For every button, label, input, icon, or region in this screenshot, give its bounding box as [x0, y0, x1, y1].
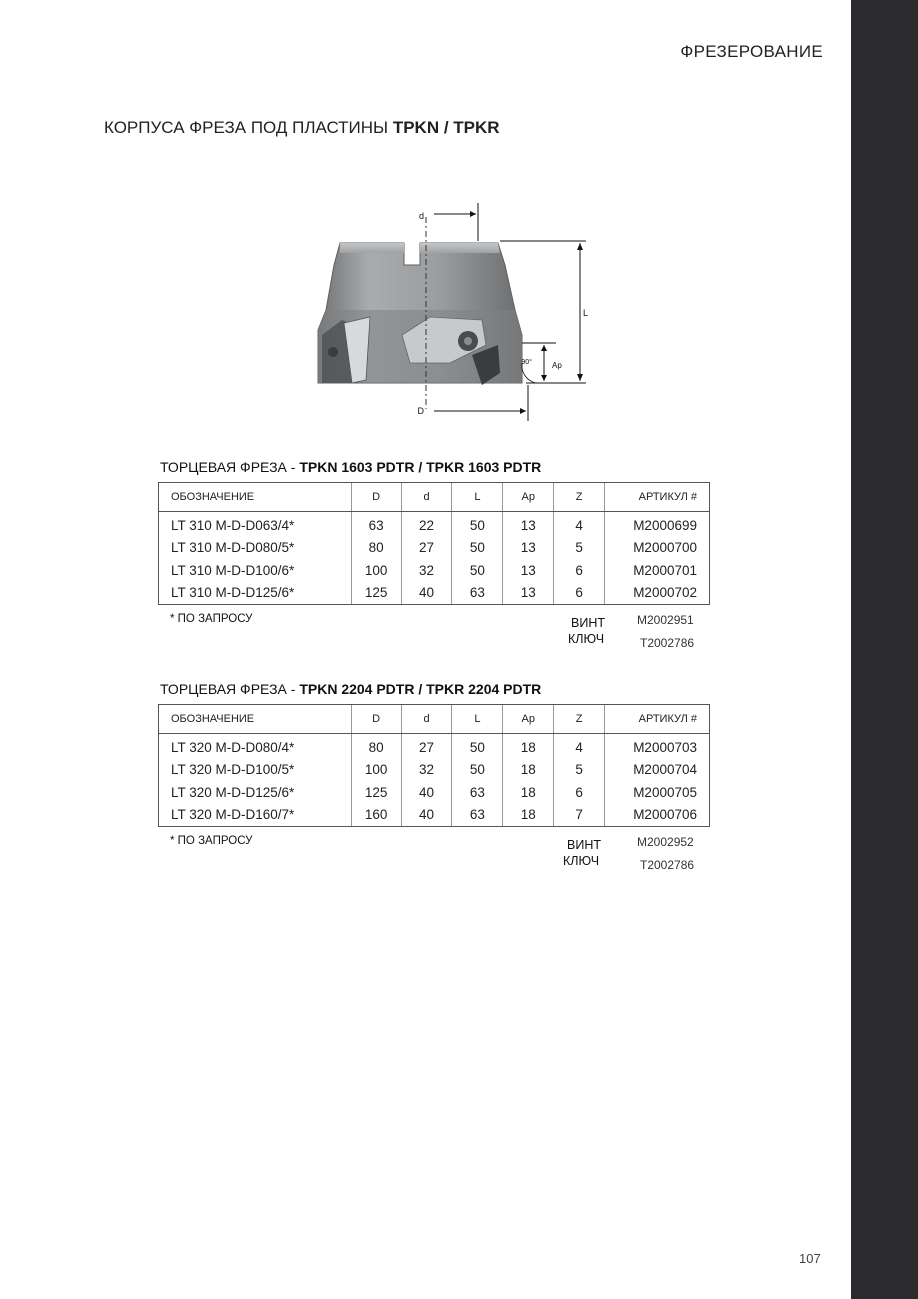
cell-z: 6: [554, 559, 605, 582]
col-header-D: D: [351, 483, 401, 512]
cell-z: 4: [554, 734, 605, 759]
col-header-L: L: [452, 705, 503, 734]
cell-L: 50: [452, 537, 503, 560]
cell-z: 7: [554, 804, 605, 827]
cell-D: 160: [351, 804, 401, 827]
cell-ap: 13: [503, 559, 554, 582]
cell-d: 40: [401, 781, 452, 804]
cell-d: 27: [401, 734, 452, 759]
table-1-title-bold: TPKN 1603 PDTR / TPKR 1603 PDTR: [299, 459, 542, 475]
cell-D: 125: [351, 781, 401, 804]
table-1-title-prefix: ТОРЦЕВАЯ ФРЕЗА -: [160, 459, 300, 475]
cell-d: 32: [401, 559, 452, 582]
spec-table-1: [158, 482, 710, 605]
cell-ap: 18: [503, 734, 554, 759]
table-row: [159, 512, 710, 537]
cell-designation: LT 320 M-D-D125/6*: [159, 781, 352, 804]
cell-ap: 13: [503, 537, 554, 560]
cell-D: 63: [351, 512, 401, 537]
table-1-note: * ПО ЗАПРОСУ: [170, 613, 253, 625]
col-header-article: АРТИКУЛ #: [605, 705, 710, 734]
col-header-z: Z: [554, 705, 605, 734]
side-bar: [851, 0, 918, 1299]
cell-designation: LT 320 M-D-D160/7*: [159, 804, 352, 827]
page-title-bold: TPKN / TPKR: [392, 118, 500, 137]
cell-ap: 18: [503, 781, 554, 804]
table-2-note: * ПО ЗАПРОСУ: [170, 835, 253, 847]
cell-D: 80: [351, 734, 401, 759]
col-header-article: АРТИКУЛ #: [605, 483, 710, 512]
table-2-screw-label: ВИНТ: [567, 838, 601, 852]
cell-article: M2000706: [605, 804, 710, 827]
table-1-title: [160, 459, 541, 475]
cell-d: 22: [401, 512, 452, 537]
cell-d: 40: [401, 804, 452, 827]
cell-article: M2000700: [605, 537, 710, 560]
table-2-key-label: КЛЮЧ: [563, 854, 600, 868]
cell-article: M2000699: [605, 512, 710, 537]
dimension-label-L: L: [583, 308, 589, 318]
cell-z: 6: [554, 781, 605, 804]
section-header: ФРЕЗЕРОВАНИЕ: [680, 42, 823, 61]
cell-d: 32: [401, 759, 452, 782]
cell-L: 50: [452, 759, 503, 782]
cell-designation: LT 310 M-D-D063/4*: [159, 512, 352, 537]
table-row: [159, 734, 710, 759]
col-header-ap: Ap: [503, 483, 554, 512]
table-2-key-code: T2002786: [640, 858, 695, 872]
col-header-d: d: [401, 705, 452, 734]
table-1-key-label: КЛЮЧ: [568, 632, 605, 646]
cell-d: 27: [401, 537, 452, 560]
spec-table-2: [158, 704, 710, 827]
table-1-screw-code: M2002951: [637, 613, 694, 627]
table-row: [159, 781, 710, 804]
table-row: [159, 804, 710, 827]
table-header-row: [159, 705, 710, 734]
table-1-key-code: T2002786: [640, 636, 695, 650]
cell-article: M2000701: [605, 559, 710, 582]
table-2-screw-code: M2002952: [637, 835, 694, 849]
cell-designation: LT 310 M-D-D125/6*: [159, 582, 352, 605]
col-header-L: L: [452, 483, 503, 512]
cell-article: M2000704: [605, 759, 710, 782]
cell-D: 100: [351, 759, 401, 782]
cell-z: 5: [554, 537, 605, 560]
cell-designation: LT 320 M-D-D100/5*: [159, 759, 352, 782]
dimension-label-ap: Ap: [552, 361, 562, 370]
col-header-d: d: [401, 483, 452, 512]
cell-d: 40: [401, 582, 452, 605]
cell-D: 100: [351, 559, 401, 582]
cell-ap: 18: [503, 759, 554, 782]
page-title: [104, 118, 500, 138]
dimension-label-d: d: [418, 211, 424, 221]
cell-z: 5: [554, 759, 605, 782]
cell-D: 125: [351, 582, 401, 605]
table-row: [159, 582, 710, 605]
cell-ap: 13: [503, 512, 554, 537]
table-1-screw-label: ВИНТ: [571, 616, 605, 630]
table-row: [159, 537, 710, 560]
angle-label: 90°: [521, 359, 532, 366]
table-row: [159, 559, 710, 582]
table-2-title: [160, 681, 541, 697]
cutter-figure: [300, 195, 620, 427]
page-number: 107: [799, 1251, 821, 1266]
col-header-z: Z: [554, 483, 605, 512]
cell-article: M2000703: [605, 734, 710, 759]
cell-designation: LT 310 M-D-D080/5*: [159, 537, 352, 560]
cell-designation: LT 310 M-D-D100/6*: [159, 559, 352, 582]
col-header-D: D: [351, 705, 401, 734]
col-header-ap: Ap: [503, 705, 554, 734]
cell-L: 63: [452, 804, 503, 827]
table-row: [159, 759, 710, 782]
cell-article: M2000705: [605, 781, 710, 804]
col-header-designation: ОБОЗНАЧЕНИЕ: [159, 483, 352, 512]
cell-L: 63: [452, 781, 503, 804]
col-header-designation: ОБОЗНАЧЕНИЕ: [159, 705, 352, 734]
cell-D: 80: [351, 537, 401, 560]
cell-article: M2000702: [605, 582, 710, 605]
cell-L: 50: [452, 512, 503, 537]
cell-z: 4: [554, 512, 605, 537]
cell-L: 50: [452, 559, 503, 582]
table-2-title-bold: TPKN 2204 PDTR / TPKR 2204 PDTR: [299, 681, 542, 697]
page-title-prefix: КОРПУСА ФРЕЗА ПОД ПЛАСТИНЫ: [104, 118, 393, 137]
cell-ap: 13: [503, 582, 554, 605]
dimension-label-D: D: [417, 406, 424, 416]
table-header-row: [159, 483, 710, 512]
cell-z: 6: [554, 582, 605, 605]
cell-ap: 18: [503, 804, 554, 827]
cell-L: 63: [452, 582, 503, 605]
cell-L: 50: [452, 734, 503, 759]
table-2-title-prefix: ТОРЦЕВАЯ ФРЕЗА -: [160, 681, 300, 697]
cell-designation: LT 320 M-D-D080/4*: [159, 734, 352, 759]
